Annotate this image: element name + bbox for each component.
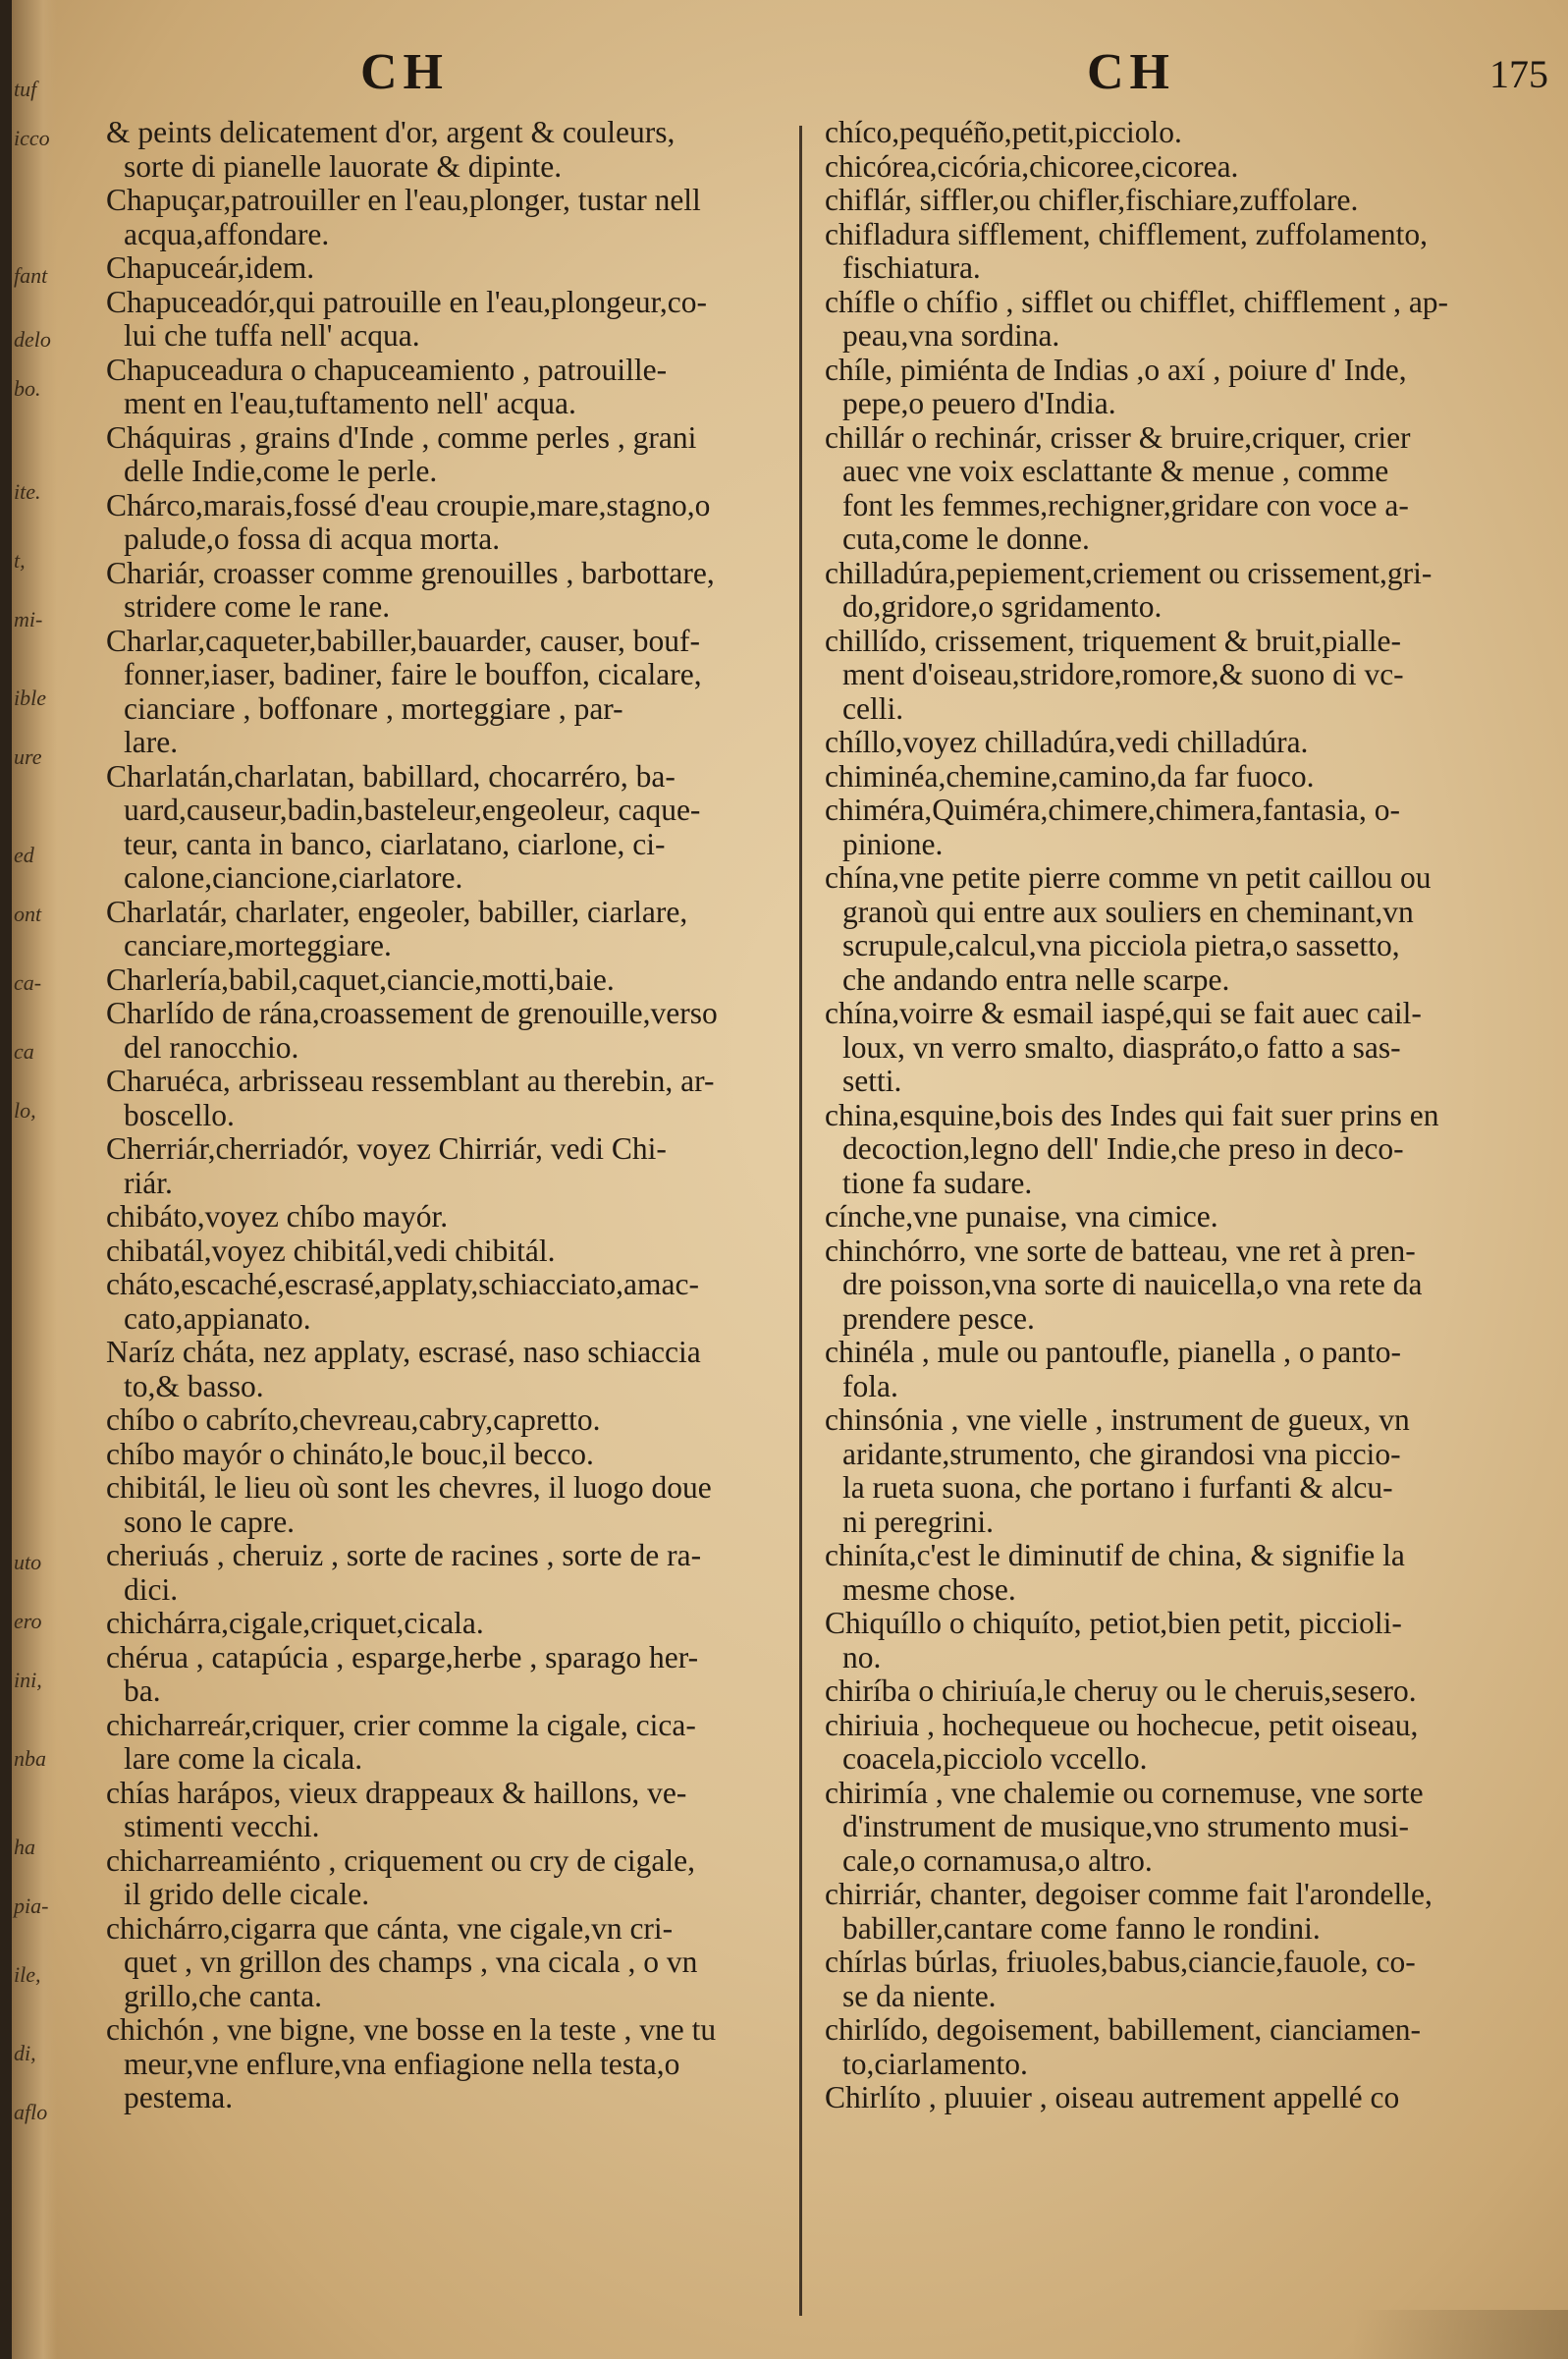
entry-line: pepe,o peuero d'India. [842,386,1116,420]
entry-line: chína,voirre & esmail iaspé,qui se fait auec cail- [825,996,1422,1030]
margin-fragment: ont [14,902,42,926]
margin-fragment: ile, [14,1962,41,1987]
margin-fragment: icco [14,126,50,150]
margin-fragment: ca- [14,970,42,995]
entry-line: dici. [124,1571,179,1607]
margin-fragment: delo [14,327,51,352]
entry-line: lare come la cicala. [124,1741,363,1776]
entry-line: del ranocchio. [124,1029,299,1065]
entry-line: chiriuia , hochequeue ou hochecue, petit oiseau, [825,1707,1419,1742]
entry-line: calone,ciancione,ciarlatore. [124,860,463,895]
entry-line: chifladura sifflement, chifflement, zuffolamento, [825,216,1429,251]
margin-fragment: nba [14,1746,46,1771]
entry-line: chífle o chífio , sifflet ou chifflet, chifflement , ap- [825,284,1449,319]
margin-fragment: fant [14,263,48,288]
page-stain [1352,2310,1568,2359]
entry-line: scrupule,calcul,vna picciola pietra,o sassetto, [842,928,1400,962]
margin-fragment: ible [14,686,46,710]
entry-line: chína,vne petite pierre comme vn petit caillou ou [825,860,1432,895]
entry-line: ment d'oiseau,stridore,romore,& suono di vc- [842,657,1404,691]
entry-line: Charlería,babil,caquet,ciancie,motti,baie. [106,961,615,997]
entry-line: chibatál,voyez chibitál,vedi chibitál. [106,1233,556,1268]
entry-line: cínche,vne punaise, vna cimice. [825,1199,1218,1234]
entry-line: chírlas búrlas, friuoles,babus,ciancie,fauole, co- [825,1945,1416,1979]
entry-line: auec vne voix esclattante & menue , comme [842,454,1389,488]
entry-line: chibitál, le lieu où sont les chevres, il luogo doue [106,1470,712,1505]
entry-line: chillído, crissement, triquement & bruit,pialle- [825,623,1401,658]
entry-line: mesme chose. [842,1571,1016,1607]
entry-line: Cháquiras , grains d'Inde , comme perles , grani [106,419,697,455]
margin-fragment: tuf [14,77,37,101]
entry-line: cheriuás , cheruiz , sorte de racines , sorte de ra- [106,1538,702,1572]
entry-line: fola. [842,1368,898,1403]
entry-line: palude,o fossa di acqua morta. [124,521,501,556]
entry-line: chilladúra,pepiement,criement ou crissement,gri- [825,555,1433,590]
entry-line: cianciare , boffonare , morteggiare , par- [124,690,623,726]
margin-fragment: ca [14,1039,34,1064]
entry-line: quet , vn grillon des champs , vna cicala , o vn [124,1945,698,1979]
dictionary-page [12,0,1568,2359]
entry-line: ni peregrini. [842,1504,994,1539]
entry-line: pinione. [842,826,944,861]
entry-line: chiflár, siffler,ou chifler,fischiare,zuffolare. [825,183,1359,217]
entry-line: chinsónia , vne vielle , instrument de gueux, vn [825,1402,1410,1437]
entry-line: chicharreamiénto , criquement ou cry de cigale, [106,1842,695,1878]
left-running-head: CH [360,44,449,100]
entry-line: Chirlíto , pluuier , oiseau autrement appellé co [825,2080,1400,2114]
entry-line: aridante,strumento, che girandosi vna piccio- [842,1436,1401,1471]
entry-line: Cherriár,cherriadór, voyez Chirriár, vedi Chi- [106,1131,667,1166]
entry-line: dre poisson,vna sorte di nauicella,o vna rete da [842,1267,1423,1301]
entry-line: pestema. [124,2080,234,2114]
entry-line: fonner,iaser, badiner, faire le bouffon, cicalare, [124,657,702,691]
entry-line: chirlído, degoisement, babillement, cianciamen- [825,2012,1422,2047]
entry-line: chíle, pimiénta de Indias ,o axí , poiure d' Inde, [825,352,1407,387]
entry-line: se da niente. [842,1978,997,2013]
margin-fragment: ed [14,843,34,867]
entry-line: canciare,morteggiare. [124,928,392,962]
entry-line: cháto,escaché,escrasé,applaty,schiacciato,amac- [106,1267,699,1301]
entry-line: Charlar,caqueter,babiller,bauarder, causer, bouf- [106,623,700,658]
entry-line: sorte di pianelle lauorate & dipinte. [124,148,563,184]
margin-fragment: t, [14,548,26,573]
entry-line: lare. [124,725,179,759]
entry-line: Naríz cháta, nez applaty, escrasé, naso schiaccia [106,1335,701,1369]
entry-line: che andando entra nelle scarpe. [842,961,1230,997]
entry-line: chichárro,cigarra que cánta, vne cigale,vn cri- [106,1910,674,1946]
entry-line: chinchórro, vne sorte de batteau, vne ret à pren- [825,1233,1416,1268]
entry-line: chíllo,voyez chilladúra,vedi chilladúra. [825,725,1309,759]
entry-line: Chariár, croasser comme grenouilles , barbottare, [106,555,715,590]
entry-line: Chapuçar,patrouiller en l'eau,plonger, tustar nell [106,183,701,217]
entry-line: il grido delle cicale. [124,1877,370,1911]
margin-fragment: uto [14,1550,42,1574]
entry-line: sono le capre. [124,1504,296,1539]
entry-line: babiller,cantare come fanno le rondini. [842,1910,1321,1946]
entry-line: Chapuceár,idem. [106,250,315,285]
entry-line: delle Indie,come le perle. [124,454,438,488]
gutter-shadow [12,0,57,2359]
entry-line: & peints delicatement d'or, argent & couleurs, [106,115,676,149]
entry-line: tione fa sudare. [842,1165,1033,1200]
entry-line: ment en l'eau,tuftamento nell' acqua. [124,386,576,420]
right-running-head: CH [1087,44,1175,100]
entry-line: chérua , catapúcia , esparge,herbe , sparago her- [106,1639,699,1674]
entry-line: chibáto,voyez chíbo mayór. [106,1199,449,1234]
entry-line: coacela,picciolo vccello. [842,1741,1148,1776]
entry-line: china,esquine,bois des Indes qui fait suer prins en [825,1097,1439,1132]
entry-line: Charlatán,charlatan, babillard, chocarréro, ba- [106,758,676,794]
entry-line: cato,appianato. [124,1300,311,1336]
entry-line: chillár o rechinár, crisser & bruire,criquer, crier [825,419,1411,455]
margin-fragment: mi- [14,607,43,631]
entry-line: grillo,che canta. [124,1978,323,2013]
entry-line: riár. [124,1165,173,1200]
entry-line: font les femmes,rechigner,gridare con voce a- [842,487,1409,522]
entry-line: Charlatár, charlater, engeoler, babiller, ciarlare, [106,894,688,929]
entry-line: to,& basso. [124,1368,264,1403]
entry-line: meur,vne enflure,vna enfiagione nella testa,o [124,2046,680,2081]
margin-fragment: ite. [14,479,41,504]
entry-line: chiníta,c'est le diminutif de china, & signifie la [825,1538,1405,1572]
entry-line: d'instrument de musique,vno strumento musi- [842,1809,1409,1843]
entry-line: stridere come le rane. [124,589,391,624]
entry-line: fischiatura. [842,250,981,285]
entry-line: to,ciarlamento. [842,2046,1028,2081]
entry-line: loux, vn verro smalto, diaspráto,o fatto a sas- [842,1029,1401,1065]
margin-fragment: di, [14,2041,36,2065]
entry-line: cale,o cornamusa,o altro. [842,1842,1153,1878]
entry-line: Charlído de rána,croassement de grenouille,verso [106,996,718,1030]
entry-line: Charuéca, arbrisseau ressemblant au therebin, ar- [106,1064,715,1098]
entry-line: chíbo mayór o chináto,le bouc,il becco. [106,1436,594,1471]
margin-fragment: ha [14,1835,35,1859]
entry-line: chiríba o chiriuía,le cheruy ou le cheruis,sesero. [825,1673,1417,1708]
margin-fragment: bo. [14,376,41,401]
margin-fragment: ero [14,1609,42,1633]
entry-line: chirimía , vne chalemie ou cornemuse, vne sorte [825,1775,1424,1810]
entry-line: chíbo o cabríto,chevreau,cabry,capretto. [106,1402,601,1437]
margin-fragment: pia- [14,1893,49,1918]
entry-line: no. [842,1639,882,1674]
entry-line: chiminéa,chemine,camino,da far fuoco. [825,758,1315,794]
entry-line: ba. [124,1673,161,1708]
margin-fragment: ure [14,744,42,769]
margin-fragment: lo, [14,1098,36,1123]
entry-line: chicharreár,criquer, crier comme la cigale, cica- [106,1707,696,1742]
entry-line: cuta,come le donne. [842,521,1090,556]
entry-line: chías harápos, vieux drappeaux & haillons, ve- [106,1775,687,1810]
entry-line: decoction,legno dell' Indie,che preso in deco- [842,1131,1404,1166]
entry-line: prendere pesce. [842,1300,1035,1336]
entry-line: do,gridore,o sgridamento. [842,589,1162,624]
entry-line: boscello. [124,1097,235,1132]
entry-line: chichón , vne bigne, vne bosse en la teste , vne tu [106,2012,717,2047]
entry-line: acqua,affondare. [124,216,330,251]
margin-fragment: ini, [14,1668,42,1692]
entry-line: stimenti vecchi. [124,1809,320,1843]
entry-line: chichárra,cigale,criquet,cicala. [106,1606,484,1640]
column-rule [799,126,802,2316]
entry-line: chíco,pequéño,petit,picciolo. [825,115,1182,149]
entry-line: chinéla , mule ou pantoufle, pianella , o panto- [825,1335,1401,1369]
entry-line: Chiquíllo o chiquíto, petiot,bien petit, piccioli- [825,1606,1402,1640]
entry-line: Chapuceadura o chapuceamiento , patrouille- [106,352,668,387]
entry-line: teur, canta in banco, ciarlatano, ciarlone, ci- [124,826,666,861]
entry-line: chicórea,cicória,chicoree,cicorea. [825,148,1239,184]
right-column [825,116,1512,2115]
page-number: 175 [1489,52,1548,96]
margin-fragment: aflo [14,2100,48,2124]
entry-line: chirriár, chanter, degoiser comme fait l'arondelle, [825,1877,1433,1911]
entry-line: peau,vna sordina. [842,318,1060,353]
entry-line: chiméra,Quiméra,chimere,chimera,fantasia, o- [825,793,1400,827]
entry-line: Chárco,marais,fossé d'eau croupie,mare,stagno,o [106,487,711,522]
entry-line: lui che tuffa nell' acqua. [124,318,420,353]
entry-line: granoù qui entre aux souliers en cheminant,vn [842,894,1414,929]
entry-line: la rueta suona, che portano i furfanti & alcu- [842,1470,1393,1505]
entry-line: Chapuceadór,qui patrouille en l'eau,plongeur,co- [106,284,707,319]
entry-line: setti. [842,1064,902,1098]
entry-line: uard,causeur,badin,basteleur,engeoleur, caque- [124,793,701,827]
entry-line: celli. [842,690,904,726]
left-column [106,116,808,2115]
